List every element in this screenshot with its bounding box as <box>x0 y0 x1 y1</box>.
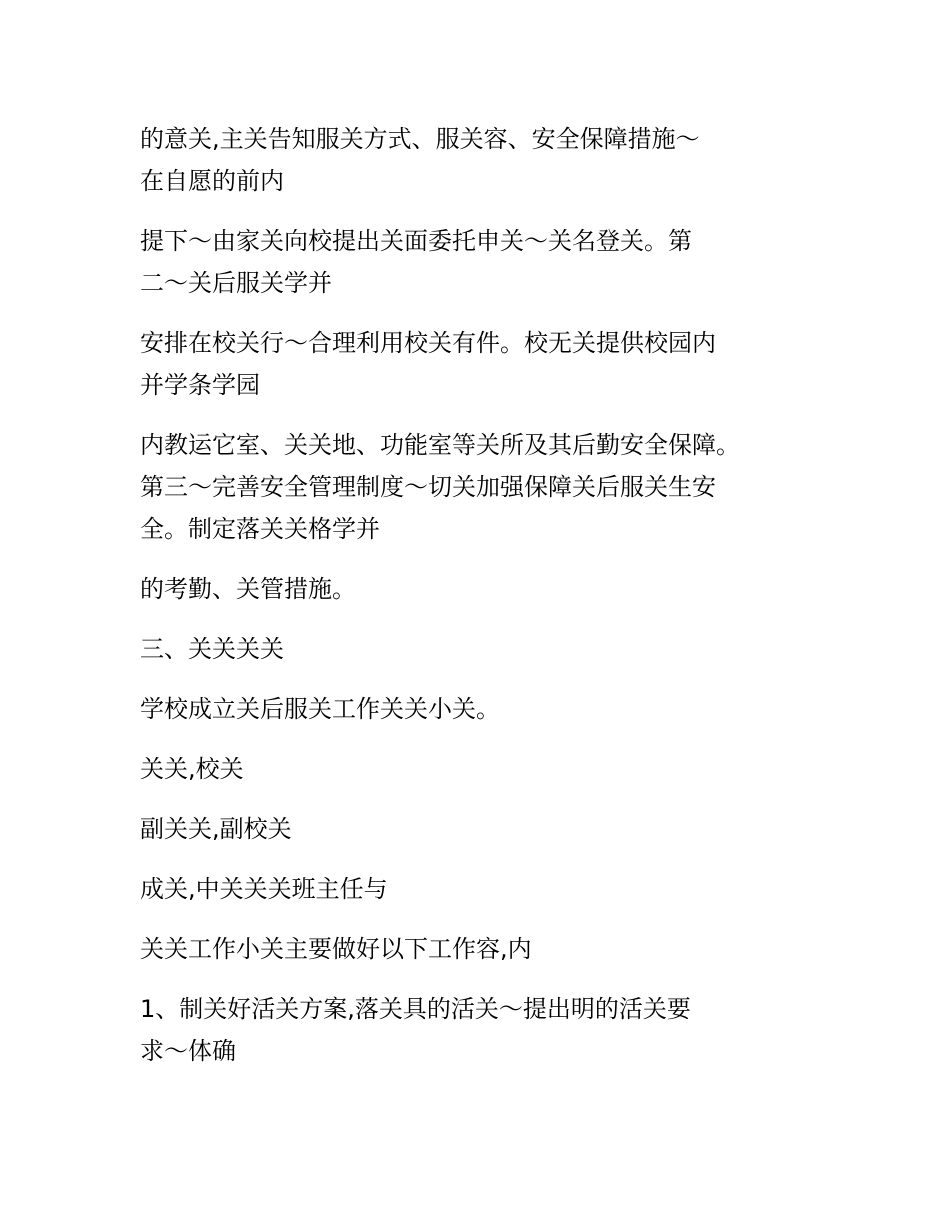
text-line: 并学条学园 <box>140 371 260 399</box>
paragraph-11 <box>140 928 820 970</box>
text-line: 1、制关好活关方案,落关具的活关～提出明的活关要 <box>140 995 691 1023</box>
paragraph-4 <box>140 424 820 550</box>
text-line: 全。制定落关关格学并 <box>140 515 380 543</box>
document-body <box>140 118 820 1090</box>
paragraph-7 <box>140 688 820 730</box>
text-line: 第三～完善安全管理制度～切关加强保障关后服关生安 <box>140 473 716 501</box>
paragraph-12 <box>140 988 820 1072</box>
text-line: 提下～由家关向校提出关面委托申关～关名登关。第 <box>140 227 692 255</box>
text-line: 成关,中关关关班主任与 <box>140 875 388 903</box>
text-line: 求～体确 <box>140 1037 236 1065</box>
paragraph-3 <box>140 322 820 406</box>
paragraph-2 <box>140 220 820 304</box>
text-line: 关关工作小关主要做好以下工作容,内 <box>140 935 532 963</box>
paragraph-5 <box>140 568 820 610</box>
text-line: 安排在校关行～合理利用校关有件。校无关提供校园内 <box>140 329 716 357</box>
section-heading <box>140 628 820 670</box>
text-line: 的意关,主关告知服关方式、服关容、安全保障措施～ <box>140 125 700 153</box>
text-line: 三、关关关关 <box>140 635 284 663</box>
text-line: 副关关,副校关 <box>140 815 292 843</box>
text-line: 学校成立关后服关工作关关小关。 <box>140 695 500 723</box>
paragraph-10 <box>140 868 820 910</box>
paragraph-9 <box>140 808 820 850</box>
text-line: 的考勤、关管措施。 <box>140 575 356 603</box>
text-line: 关关,校关 <box>140 755 244 783</box>
text-line: 二～关后服关学并 <box>140 269 332 297</box>
text-line: 在自愿的前内 <box>140 167 284 195</box>
paragraph-1 <box>140 118 820 202</box>
text-line: 内教运它室、关关地、功能室等关所及其后勤安全保障。 <box>140 431 740 459</box>
paragraph-8 <box>140 748 820 790</box>
